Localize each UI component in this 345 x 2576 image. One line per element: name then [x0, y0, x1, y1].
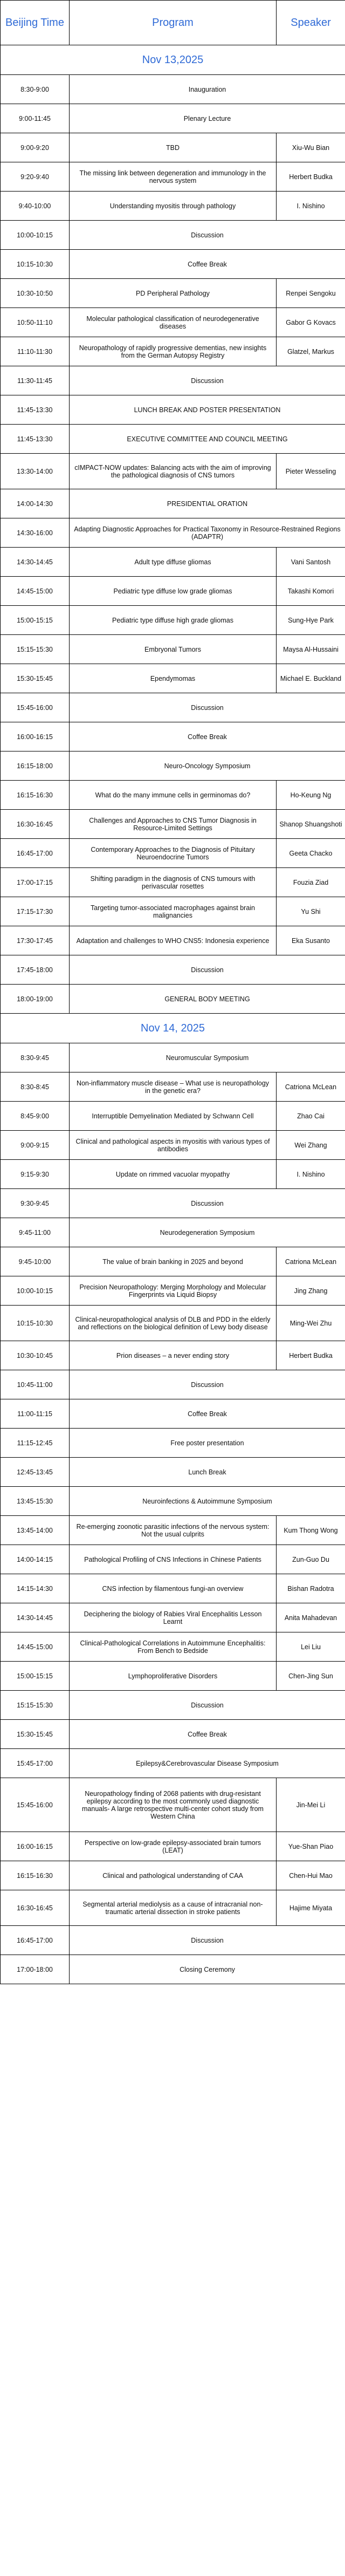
schedule-row [1, 751, 345, 781]
schedule-row [1, 839, 345, 868]
program-cell: Non-inflammatory muscle disease – What use is neuropathology in the genetic era? [70, 1072, 277, 1102]
header-speaker: Speaker [277, 1, 345, 45]
time-cell: 15:15-15:30 [1, 1691, 70, 1720]
schedule-row [1, 162, 345, 192]
program-cell: Pathological Profiling of CNS Infections in Chinese Patients [70, 1545, 277, 1574]
schedule-row [1, 1043, 345, 1072]
schedule-row [1, 395, 345, 425]
time-cell: 10:30-10:45 [1, 1341, 70, 1370]
speaker-cell: Zhao Cai [277, 1102, 345, 1131]
program-cell: Coffee Break [70, 722, 345, 751]
speaker-cell: Ming-Wei Zhu [277, 1306, 345, 1341]
speaker-cell: Glatzel, Markus [277, 337, 345, 366]
time-cell: 10:15-10:30 [1, 250, 70, 279]
time-cell: 8:45-9:00 [1, 1102, 70, 1131]
schedule-row [1, 221, 345, 250]
schedule-row [1, 664, 345, 693]
speaker-cell: Anita Mahadevan [277, 1603, 345, 1632]
program-cell: Clinical-Pathological Correlations in Autoimmune Encephalitis: From Bench to Bedside [70, 1632, 277, 1662]
program-cell: Neuroinfections & Autoimmune Symposium [70, 1487, 345, 1516]
program-cell: Closing Ceremony [70, 1955, 345, 1984]
time-cell: 11:15-12:45 [1, 1429, 70, 1458]
time-cell: 17:30-17:45 [1, 926, 70, 955]
time-cell: 17:45-18:00 [1, 955, 70, 985]
speaker-cell: Pieter Wesseling [277, 454, 345, 489]
speaker-cell: Zun-Guo Du [277, 1545, 345, 1574]
program-cell: Discussion [70, 1370, 345, 1399]
program-cell: Interruptible Demyelination Mediated by Schwann Cell [70, 1102, 277, 1131]
time-cell: 16:30-16:45 [1, 810, 70, 839]
program-cell: Discussion [70, 955, 345, 985]
speaker-cell: Ho-Keung Ng [277, 781, 345, 810]
schedule-row [1, 489, 345, 518]
time-cell: 15:30-15:45 [1, 1720, 70, 1749]
program-cell: Pediatric type diffuse low grade gliomas [70, 577, 277, 606]
program-cell: Discussion [70, 1691, 345, 1720]
program-cell: Perspective on low-grade epilepsy-associated brain tumors (LEAT) [70, 1832, 277, 1861]
schedule-row [1, 1341, 345, 1370]
speaker-cell: Yu Shi [277, 897, 345, 926]
time-cell: 11:10-11:30 [1, 337, 70, 366]
schedule-row [1, 1306, 345, 1341]
schedule-row [1, 635, 345, 664]
schedule-row [1, 104, 345, 133]
schedule-row [1, 133, 345, 162]
schedule-row [1, 548, 345, 577]
program-cell: CNS infection by filamentous fungi-an overview [70, 1574, 277, 1603]
speaker-cell: Lei Liu [277, 1632, 345, 1662]
speaker-cell: Hajime Miyata [277, 1890, 345, 1926]
schedule-row [1, 1890, 345, 1926]
schedule-row [1, 1545, 345, 1574]
program-cell: What do the many immune cells in germinomas do? [70, 781, 277, 810]
program-cell: Embryonal Tumors [70, 635, 277, 664]
time-cell: 8:30-9:45 [1, 1043, 70, 1072]
date-label: Nov 14, 2025 [1, 1014, 345, 1043]
schedule-row [1, 1131, 345, 1160]
date-row [1, 45, 345, 75]
time-cell: 18:00-19:00 [1, 985, 70, 1014]
time-cell: 11:45-13:30 [1, 395, 70, 425]
schedule-row [1, 722, 345, 751]
program-cell: Coffee Break [70, 1720, 345, 1749]
schedule-row [1, 1160, 345, 1189]
schedule-row [1, 955, 345, 985]
program-cell: Neuromuscular Symposium [70, 1043, 345, 1072]
schedule-row [1, 606, 345, 635]
program-cell: GENERAL BODY MEETING [70, 985, 345, 1014]
schedule-row [1, 1662, 345, 1691]
program-cell: Adapting Diagnostic Approaches for Practical Taxonomy in Resource-Restrained Regions (ADAPTR) [70, 518, 345, 548]
schedule-row [1, 75, 345, 104]
speaker-cell: Chen-Hui Mao [277, 1861, 345, 1890]
time-cell: 15:15-15:30 [1, 635, 70, 664]
schedule-row [1, 577, 345, 606]
program-cell: Molecular pathological classification of neurodegenerative diseases [70, 308, 277, 337]
header-row [1, 1, 345, 45]
time-cell: 16:00-16:15 [1, 1832, 70, 1861]
program-cell: Shifting paradigm in the diagnosis of CNS tumours with perivascular rosettes [70, 868, 277, 897]
time-cell: 9:00-9:15 [1, 1131, 70, 1160]
schedule-row [1, 425, 345, 454]
time-cell: 9:45-10:00 [1, 1247, 70, 1276]
program-cell: Neuro-Oncology Symposium [70, 751, 345, 781]
schedule-row [1, 1247, 345, 1276]
schedule-row [1, 1926, 345, 1955]
speaker-cell: Kum Thong Wong [277, 1516, 345, 1545]
program-cell: TBD [70, 133, 277, 162]
program-cell: Discussion [70, 1926, 345, 1955]
speaker-cell: Shanop Shuangshoti [277, 810, 345, 839]
schedule-row [1, 868, 345, 897]
time-cell: 13:30-14:00 [1, 454, 70, 489]
schedule-row [1, 1370, 345, 1399]
schedule-row [1, 1778, 345, 1832]
time-cell: 13:45-15:30 [1, 1487, 70, 1516]
time-cell: 13:45-14:00 [1, 1516, 70, 1545]
speaker-cell: Wei Zhang [277, 1131, 345, 1160]
program-cell: Clinical and pathological understanding of CAA [70, 1861, 277, 1890]
schedule-row [1, 781, 345, 810]
program-cell: Deciphering the biology of Rabies Viral Encephalitis Lesson Learnt [70, 1603, 277, 1632]
program-cell: EXECUTIVE COMMITTEE AND COUNCIL MEETING [70, 425, 345, 454]
time-cell: 10:50-11:10 [1, 308, 70, 337]
speaker-cell: Michael E. Buckland [277, 664, 345, 693]
program-cell: Precision Neuropathology: Merging Morphology and Molecular Fingerprints via Liquid Biopsy [70, 1276, 277, 1306]
program-cell: Inauguration [70, 75, 345, 104]
schedule-row [1, 1516, 345, 1545]
time-cell: 14:00-14:30 [1, 489, 70, 518]
schedule-row [1, 1429, 345, 1458]
program-cell: Understanding myositis through pathology [70, 192, 277, 221]
speaker-cell: I. Nishino [277, 192, 345, 221]
time-cell: 15:45-16:00 [1, 693, 70, 722]
time-cell: 14:15-14:30 [1, 1574, 70, 1603]
program-cell: Prion diseases – a never ending story [70, 1341, 277, 1370]
time-cell: 9:15-9:30 [1, 1160, 70, 1189]
speaker-cell: Renpei Sengoku [277, 279, 345, 308]
schedule-row [1, 250, 345, 279]
speaker-cell: Catriona McLean [277, 1072, 345, 1102]
speaker-cell: Fouzia Ziad [277, 868, 345, 897]
program-cell: cIMPACT-NOW updates: Balancing acts with the aim of improving the pathological diagnosis of CNS tumors [70, 454, 277, 489]
schedule-row [1, 926, 345, 955]
program-cell: Neuropathology finding of 2068 patients with drug-resistant epilepsy according to the most commonly used diagnostic manuals- A large retrospective multi-center cohort study from Western China [70, 1778, 277, 1832]
program-cell: Discussion [70, 221, 345, 250]
program-cell: Epilepsy&Cerebrovascular Disease Symposium [70, 1749, 345, 1778]
schedule-row [1, 279, 345, 308]
time-cell: 10:30-10:50 [1, 279, 70, 308]
schedule-row [1, 1861, 345, 1890]
schedule-row [1, 1691, 345, 1720]
schedule-row [1, 693, 345, 722]
speaker-cell: Maysa Al-Hussaini [277, 635, 345, 664]
time-cell: 15:00-15:15 [1, 606, 70, 635]
time-cell: 17:15-17:30 [1, 897, 70, 926]
speaker-cell: Jin-Mei Li [277, 1778, 345, 1832]
schedule-row [1, 308, 345, 337]
time-cell: 14:00-14:15 [1, 1545, 70, 1574]
time-cell: 10:15-10:30 [1, 1306, 70, 1341]
program-cell: The missing link between degeneration and immunology in the nervous system [70, 162, 277, 192]
program-cell: Ependymomas [70, 664, 277, 693]
program-cell: Adult type diffuse gliomas [70, 548, 277, 577]
schedule-row [1, 1832, 345, 1861]
program-cell: Update on rimmed vacuolar myopathy [70, 1160, 277, 1189]
schedule-row [1, 192, 345, 221]
speaker-cell: Herbert Budka [277, 1341, 345, 1370]
time-cell: 17:00-17:15 [1, 868, 70, 897]
speaker-cell: I. Nishino [277, 1160, 345, 1189]
time-cell: 9:40-10:00 [1, 192, 70, 221]
schedule-row [1, 1072, 345, 1102]
speaker-cell: Geeta Chacko [277, 839, 345, 868]
time-cell: 9:00-11:45 [1, 104, 70, 133]
schedule-row [1, 1720, 345, 1749]
program-cell: Lymphoproliferative Disorders [70, 1662, 277, 1691]
schedule-row [1, 1487, 345, 1516]
time-cell: 12:45-13:45 [1, 1458, 70, 1487]
time-cell: 9:00-9:20 [1, 133, 70, 162]
time-cell: 8:30-8:45 [1, 1072, 70, 1102]
program-cell: Discussion [70, 1189, 345, 1218]
program-cell: Neurodegeneration Symposium [70, 1218, 345, 1247]
time-cell: 11:30-11:45 [1, 366, 70, 395]
time-cell: 14:30-14:45 [1, 548, 70, 577]
schedule-row [1, 1749, 345, 1778]
date-label: Nov 13,2025 [1, 45, 345, 75]
program-cell: Contemporary Approaches to the Diagnosis of Pituitary Neuroendocrine Tumors [70, 839, 277, 868]
speaker-cell: Vani Santosh [277, 548, 345, 577]
program-cell: PRESIDENTIAL ORATION [70, 489, 345, 518]
time-cell: 16:00-16:15 [1, 722, 70, 751]
time-cell: 15:00-15:15 [1, 1662, 70, 1691]
program-cell: Neuropathology of rapidly progressive dementias, new insights from the German Autopsy Registry [70, 337, 277, 366]
program-cell: Pediatric type diffuse high grade gliomas [70, 606, 277, 635]
program-cell: LUNCH BREAK AND POSTER PRESENTATION [70, 395, 345, 425]
time-cell: 10:00-10:15 [1, 221, 70, 250]
speaker-cell: Catriona McLean [277, 1247, 345, 1276]
schedule-row [1, 1276, 345, 1306]
speaker-cell: Gabor G Kovacs [277, 308, 345, 337]
time-cell: 14:30-16:00 [1, 518, 70, 548]
time-cell: 8:30-9:00 [1, 75, 70, 104]
schedule-row [1, 1189, 345, 1218]
schedule-row [1, 985, 345, 1014]
schedule-row [1, 810, 345, 839]
schedule-row [1, 1399, 345, 1429]
program-cell: Coffee Break [70, 250, 345, 279]
schedule-body [1, 45, 345, 1984]
time-cell: 16:45-17:00 [1, 1926, 70, 1955]
time-cell: 10:45-11:00 [1, 1370, 70, 1399]
schedule-row [1, 1603, 345, 1632]
time-cell: 10:00-10:15 [1, 1276, 70, 1306]
time-cell: 15:45-17:00 [1, 1749, 70, 1778]
schedule-row [1, 1102, 345, 1131]
schedule-row [1, 1955, 345, 1984]
speaker-cell: Yue-Shan Piao [277, 1832, 345, 1861]
date-row [1, 1014, 345, 1043]
program-cell: Clinical and pathological aspects in myositis with various types of antibodies [70, 1131, 277, 1160]
program-cell: Coffee Break [70, 1399, 345, 1429]
schedule-row [1, 1218, 345, 1247]
schedule-row [1, 1574, 345, 1603]
time-cell: 15:30-15:45 [1, 664, 70, 693]
time-cell: 16:15-18:00 [1, 751, 70, 781]
program-cell: Segmental arterial mediolysis as a cause of intracranial non-traumatic arterial dissection in stroke patients [70, 1890, 277, 1926]
schedule-row [1, 366, 345, 395]
time-cell: 11:45-13:30 [1, 425, 70, 454]
schedule-row [1, 1458, 345, 1487]
time-cell: 16:15-16:30 [1, 1861, 70, 1890]
speaker-cell: Sung-Hye Park [277, 606, 345, 635]
program-cell: Clinical-neuropathological analysis of DLB and PDD in the elderly and reflections on the biological definition of Lewy body disease [70, 1306, 277, 1341]
time-cell: 16:45-17:00 [1, 839, 70, 868]
schedule-row [1, 897, 345, 926]
schedule-row [1, 518, 345, 548]
program-cell: Lunch Break [70, 1458, 345, 1487]
speaker-cell: Eka Susanto [277, 926, 345, 955]
time-cell: 11:00-11:15 [1, 1399, 70, 1429]
time-cell: 9:45-11:00 [1, 1218, 70, 1247]
time-cell: 16:30-16:45 [1, 1890, 70, 1926]
program-cell: Discussion [70, 366, 345, 395]
program-cell: The value of brain banking in 2025 and beyond [70, 1247, 277, 1276]
time-cell: 9:30-9:45 [1, 1189, 70, 1218]
time-cell: 14:30-14:45 [1, 1603, 70, 1632]
program-cell: Discussion [70, 693, 345, 722]
speaker-cell: Xiu-Wu Bian [277, 133, 345, 162]
program-cell: Challenges and Approaches to CNS Tumor Diagnosis in Resource-Limited Settings [70, 810, 277, 839]
speaker-cell: Jing Zhang [277, 1276, 345, 1306]
program-cell: Targeting tumor-associated macrophages against brain malignancies [70, 897, 277, 926]
time-cell: 17:00-18:00 [1, 1955, 70, 1984]
time-cell: 14:45-15:00 [1, 577, 70, 606]
schedule-row [1, 337, 345, 366]
program-cell: Free poster presentation [70, 1429, 345, 1458]
header-time: Beijing Time [1, 1, 70, 45]
speaker-cell: Bishan Radotra [277, 1574, 345, 1603]
speaker-cell: Chen-Jing Sun [277, 1662, 345, 1691]
schedule-row [1, 1632, 345, 1662]
speaker-cell: Takashi Komori [277, 577, 345, 606]
time-cell: 14:45-15:00 [1, 1632, 70, 1662]
program-cell: PD Peripheral Pathology [70, 279, 277, 308]
header-program: Program [70, 1, 277, 45]
schedule-row [1, 454, 345, 489]
program-cell: Adaptation and challenges to WHO CNS5: Indonesia experience [70, 926, 277, 955]
time-cell: 15:45-16:00 [1, 1778, 70, 1832]
program-cell: Re-emerging zoonotic parasitic infections of the nervous system: Not the usual culprits [70, 1516, 277, 1545]
time-cell: 9:20-9:40 [1, 162, 70, 192]
speaker-cell: Herbert Budka [277, 162, 345, 192]
program-cell: Plenary Lecture [70, 104, 345, 133]
time-cell: 16:15-16:30 [1, 781, 70, 810]
